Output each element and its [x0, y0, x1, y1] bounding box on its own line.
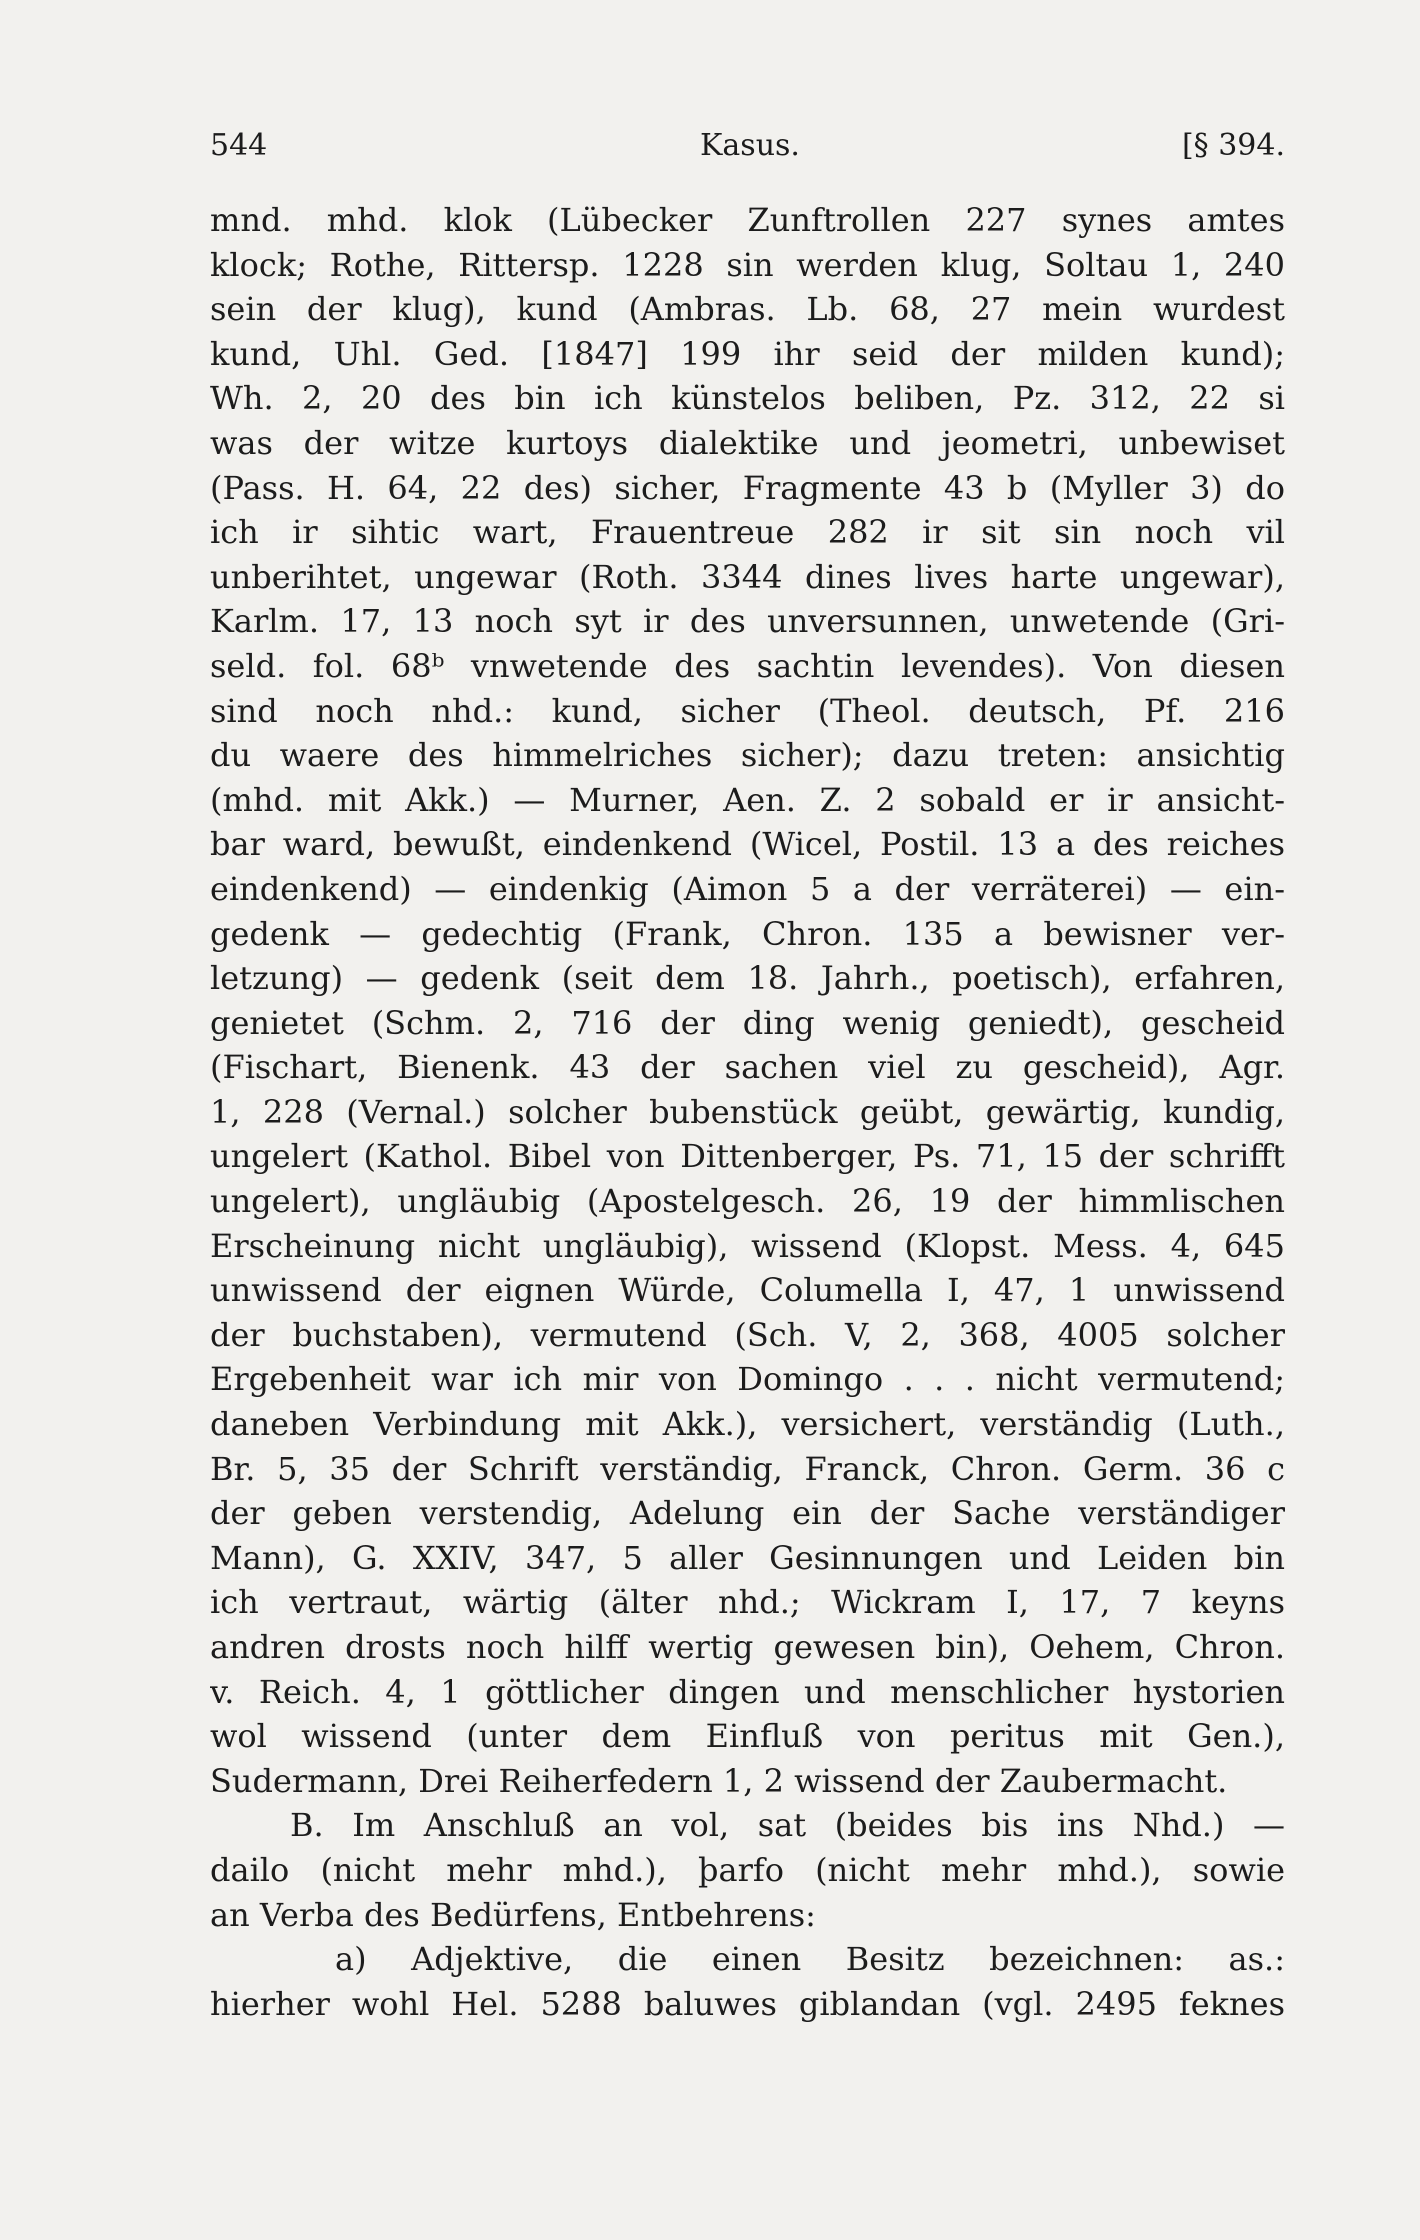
- text-line: 1, 228 (Vernal.) solcher bubenstück geübt, gewärtig, kundig,: [210, 1092, 1285, 1131]
- text-line: a) Adjektive, die einen Besitz bezeichnen: as.:: [335, 1940, 1285, 1979]
- text-line: v. Reich. 4, 1 göttlicher dingen und menschlicher hystorien: [210, 1672, 1285, 1711]
- text-line: kund, Uhl. Ged. [1847] 199 ihr seid der milden kund);: [210, 334, 1285, 373]
- text-line: Mann), G. XXIV, 347, 5 aller Gesinnungen und Leiden bin: [210, 1538, 1285, 1577]
- text-line: was der witze kurtoys dialektike und jeometri, unbewiset: [210, 423, 1285, 462]
- text-line: bar ward, bewußt, eindenkend (Wicel, Postil. 13 a des reiches: [210, 825, 1285, 864]
- text-line: der buchstaben), vermutend (Sch. V, 2, 368, 4005 solcher: [210, 1315, 1285, 1354]
- section-number: [§ 394.: [1181, 128, 1285, 163]
- text-line: B. Im Anschluß an vol, sat (beides bis ins Nhd.) —: [290, 1806, 1285, 1845]
- running-title: Kasus.: [700, 128, 800, 163]
- text-line: ich vertraut, wärtig (älter nhd.; Wickram I, 17, 7 keyns: [210, 1583, 1285, 1622]
- text-line: (mhd. mit Akk.) — Murner, Aen. Z. 2 sobald er ir ansicht-: [210, 780, 1285, 819]
- text-line: wol wissend (unter dem Einfluß von peritus mit Gen.),: [210, 1717, 1285, 1756]
- text-line: sind noch nhd.: kund, sicher (Theol. deutsch, Pf. 216: [210, 691, 1285, 730]
- text-line: Sudermann, Drei Reiherfedern 1, 2 wissend der Zaubermacht.: [210, 1761, 1228, 1800]
- text-line: daneben Verbindung mit Akk.), versichert, verständig (Luth.,: [210, 1405, 1285, 1444]
- text-line: letzung) — gedenk (seit dem 18. Jahrh., poetisch), erfahren,: [210, 959, 1285, 998]
- text-line: unwissend der eignen Würde, Columella I, 47, 1 unwissend: [210, 1271, 1285, 1310]
- text-line: du waere des himmelriches sicher); dazu treten: ansichtig: [210, 736, 1285, 775]
- text-line: Karlm. 17, 13 noch syt ir des unversunnen, unwetende (Gri-: [210, 602, 1285, 641]
- text-line: Br. 5, 35 der Schrift verständig, Franck, Chron. Germ. 36 c: [210, 1449, 1285, 1488]
- page-number: 544: [210, 128, 268, 163]
- text-line: sein der klug), kund (Ambras. Lb. 68, 27 mein wurdest: [210, 290, 1285, 329]
- text-line: genietet (Schm. 2, 716 der ding wenig geniedt), gescheid: [210, 1003, 1285, 1042]
- text-line: (Fischart, Bienenk. 43 der sachen viel zu gescheid), Agr.: [210, 1048, 1285, 1087]
- text-line: ungelert), ungläubig (Apostelgesch. 26, 19 der himmlischen: [210, 1182, 1285, 1221]
- text-line: (Pass. H. 64, 22 des) sicher, Fragmente 43 b (Myller 3) do: [210, 468, 1285, 507]
- text-line: mnd. mhd. klok (Lübecker Zunftrollen 227 synes amtes: [210, 201, 1285, 239]
- text-line: eindenkend) — eindenkig (Aimon 5 a der verräterei) — ein-: [210, 869, 1285, 908]
- text-line: unberihtet, ungewar (Roth. 3344 dines lives harte ungewar),: [210, 557, 1285, 596]
- text-line: gedenk — gedechtig (Frank, Chron. 135 a bewisner ver-: [210, 914, 1285, 953]
- text-line: Wh. 2, 20 des bin ich künstelos beliben, Pz. 312, 22 si: [210, 379, 1285, 418]
- text-line: Ergebenheit war ich mir von Domingo . . . nicht vermutend;: [210, 1360, 1285, 1399]
- body-text: [210, 198, 1285, 2026]
- text-line: der geben verstendig, Adelung ein der Sache verständiger: [210, 1494, 1285, 1533]
- text-line: dailo (nicht mehr mhd.), þarfo (nicht mehr mhd.), sowie: [210, 1850, 1285, 1889]
- text-line: klock; Rothe, Rittersp. 1228 sin werden klug, Soltau 1, 240: [210, 245, 1285, 284]
- text-line: ich ir sihtic wart, Frauentreue 282 ir sit sin noch vil: [210, 513, 1285, 552]
- text-line: hierher wohl Hel. 5288 baluwes giblandan (vgl. 2495 feknes: [210, 1984, 1285, 2023]
- text-line: ungelert (Kathol. Bibel von Dittenberger, Ps. 71, 15 der schrifft: [210, 1137, 1285, 1176]
- text-line: an Verba des Bedürfens, Entbehrens:: [210, 1895, 816, 1934]
- page-header: [210, 128, 1285, 168]
- text-line: Erscheinung nicht ungläubig), wissend (Klopst. Mess. 4, 645: [210, 1226, 1285, 1265]
- text-line: seld. fol. 68ᵇ vnwetende des sachtin levendes). Von diesen: [210, 646, 1285, 685]
- text-line: andren drosts noch hilff wertig gewesen bin), Oehem, Chron.: [210, 1628, 1285, 1666]
